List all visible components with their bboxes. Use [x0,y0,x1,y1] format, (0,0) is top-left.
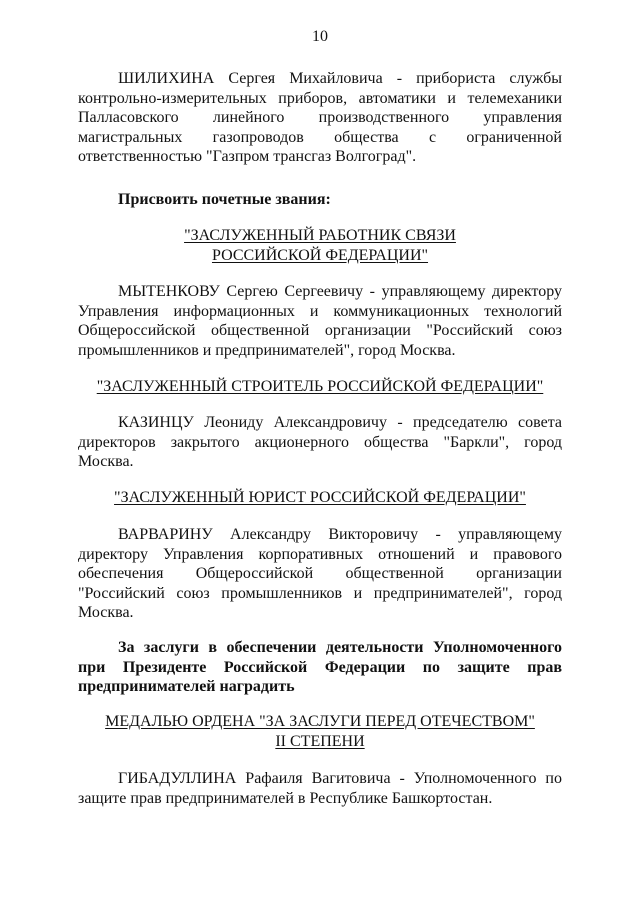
award-title-communications-line1: "ЗАСЛУЖЕННЫЙ РАБОТНИК СВЯЗИ [184,227,456,244]
award-title-builder: "ЗАСЛУЖЕННЫЙ СТРОИТЕЛЬ РОССИЙСКОЙ ФЕДЕРАЦИИ" [96,378,544,395]
award-title-medal [0,712,640,752]
paragraph-shilikhina: ШИЛИХИНА Сергея Михайловича - прибориста службы контрольно-измерительных приборов, автоматики и телемеханики Палласовского линейного производственного управления магистральных газопроводов общества с ограниченной ответственностью "Газпром трансгаз Волгоград". [78,70,562,165]
assign-titles-heading: Присвоить почетные звания: [118,191,331,208]
award-title-lawyer: "ЗАСЛУЖЕННЫЙ ЮРИСТ РОССИЙСКОЙ ФЕДЕРАЦИИ" [114,489,526,506]
merit-paragraph: За заслуги в обеспечении деятельности Уполномоченного при Президенте Российской Федерации по защите прав предпринимателей наградить [78,639,562,695]
award-title-communications [0,226,640,266]
award-title-communications-line2: РОССИЙСКОЙ ФЕДЕРАЦИИ" [211,247,429,264]
award-title-medal-line2: II СТЕПЕНИ [275,733,365,750]
paragraph-kazinets: КАЗИНЦУ Леониду Александровичу - председателю совета директоров закрытого акционерного общества "Баркли", город Москва. [78,414,562,470]
award-title-medal-line1: МЕДАЛЬЮ ОРДЕНА "ЗА ЗАСЛУГИ ПЕРЕД ОТЕЧЕСТВОМ" [105,713,535,730]
page-number: 10 [312,28,328,45]
paragraph-gibadullin: ГИБАДУЛЛИНА Рафаиля Вагитовича - Уполномоченного по защите прав предпринимателей в Республике Башкортостан. [78,770,562,807]
paragraph-varvarin: ВАРВАРИНУ Александру Викторовичу - управляющему директору Управления корпоративных отношений и правового обеспечения Общероссийской общественной организации "Российский союз промышленников и предпринимателей", город Москва. [78,526,562,621]
paragraph-mytenkov: МЫТЕНКОВУ Сергею Сергеевичу - управляющему директору Управления информационных и коммуникационных технологий Общероссийской общественной организации "Российский союз промышленников и предпринимателей", город Москва. [78,283,562,359]
